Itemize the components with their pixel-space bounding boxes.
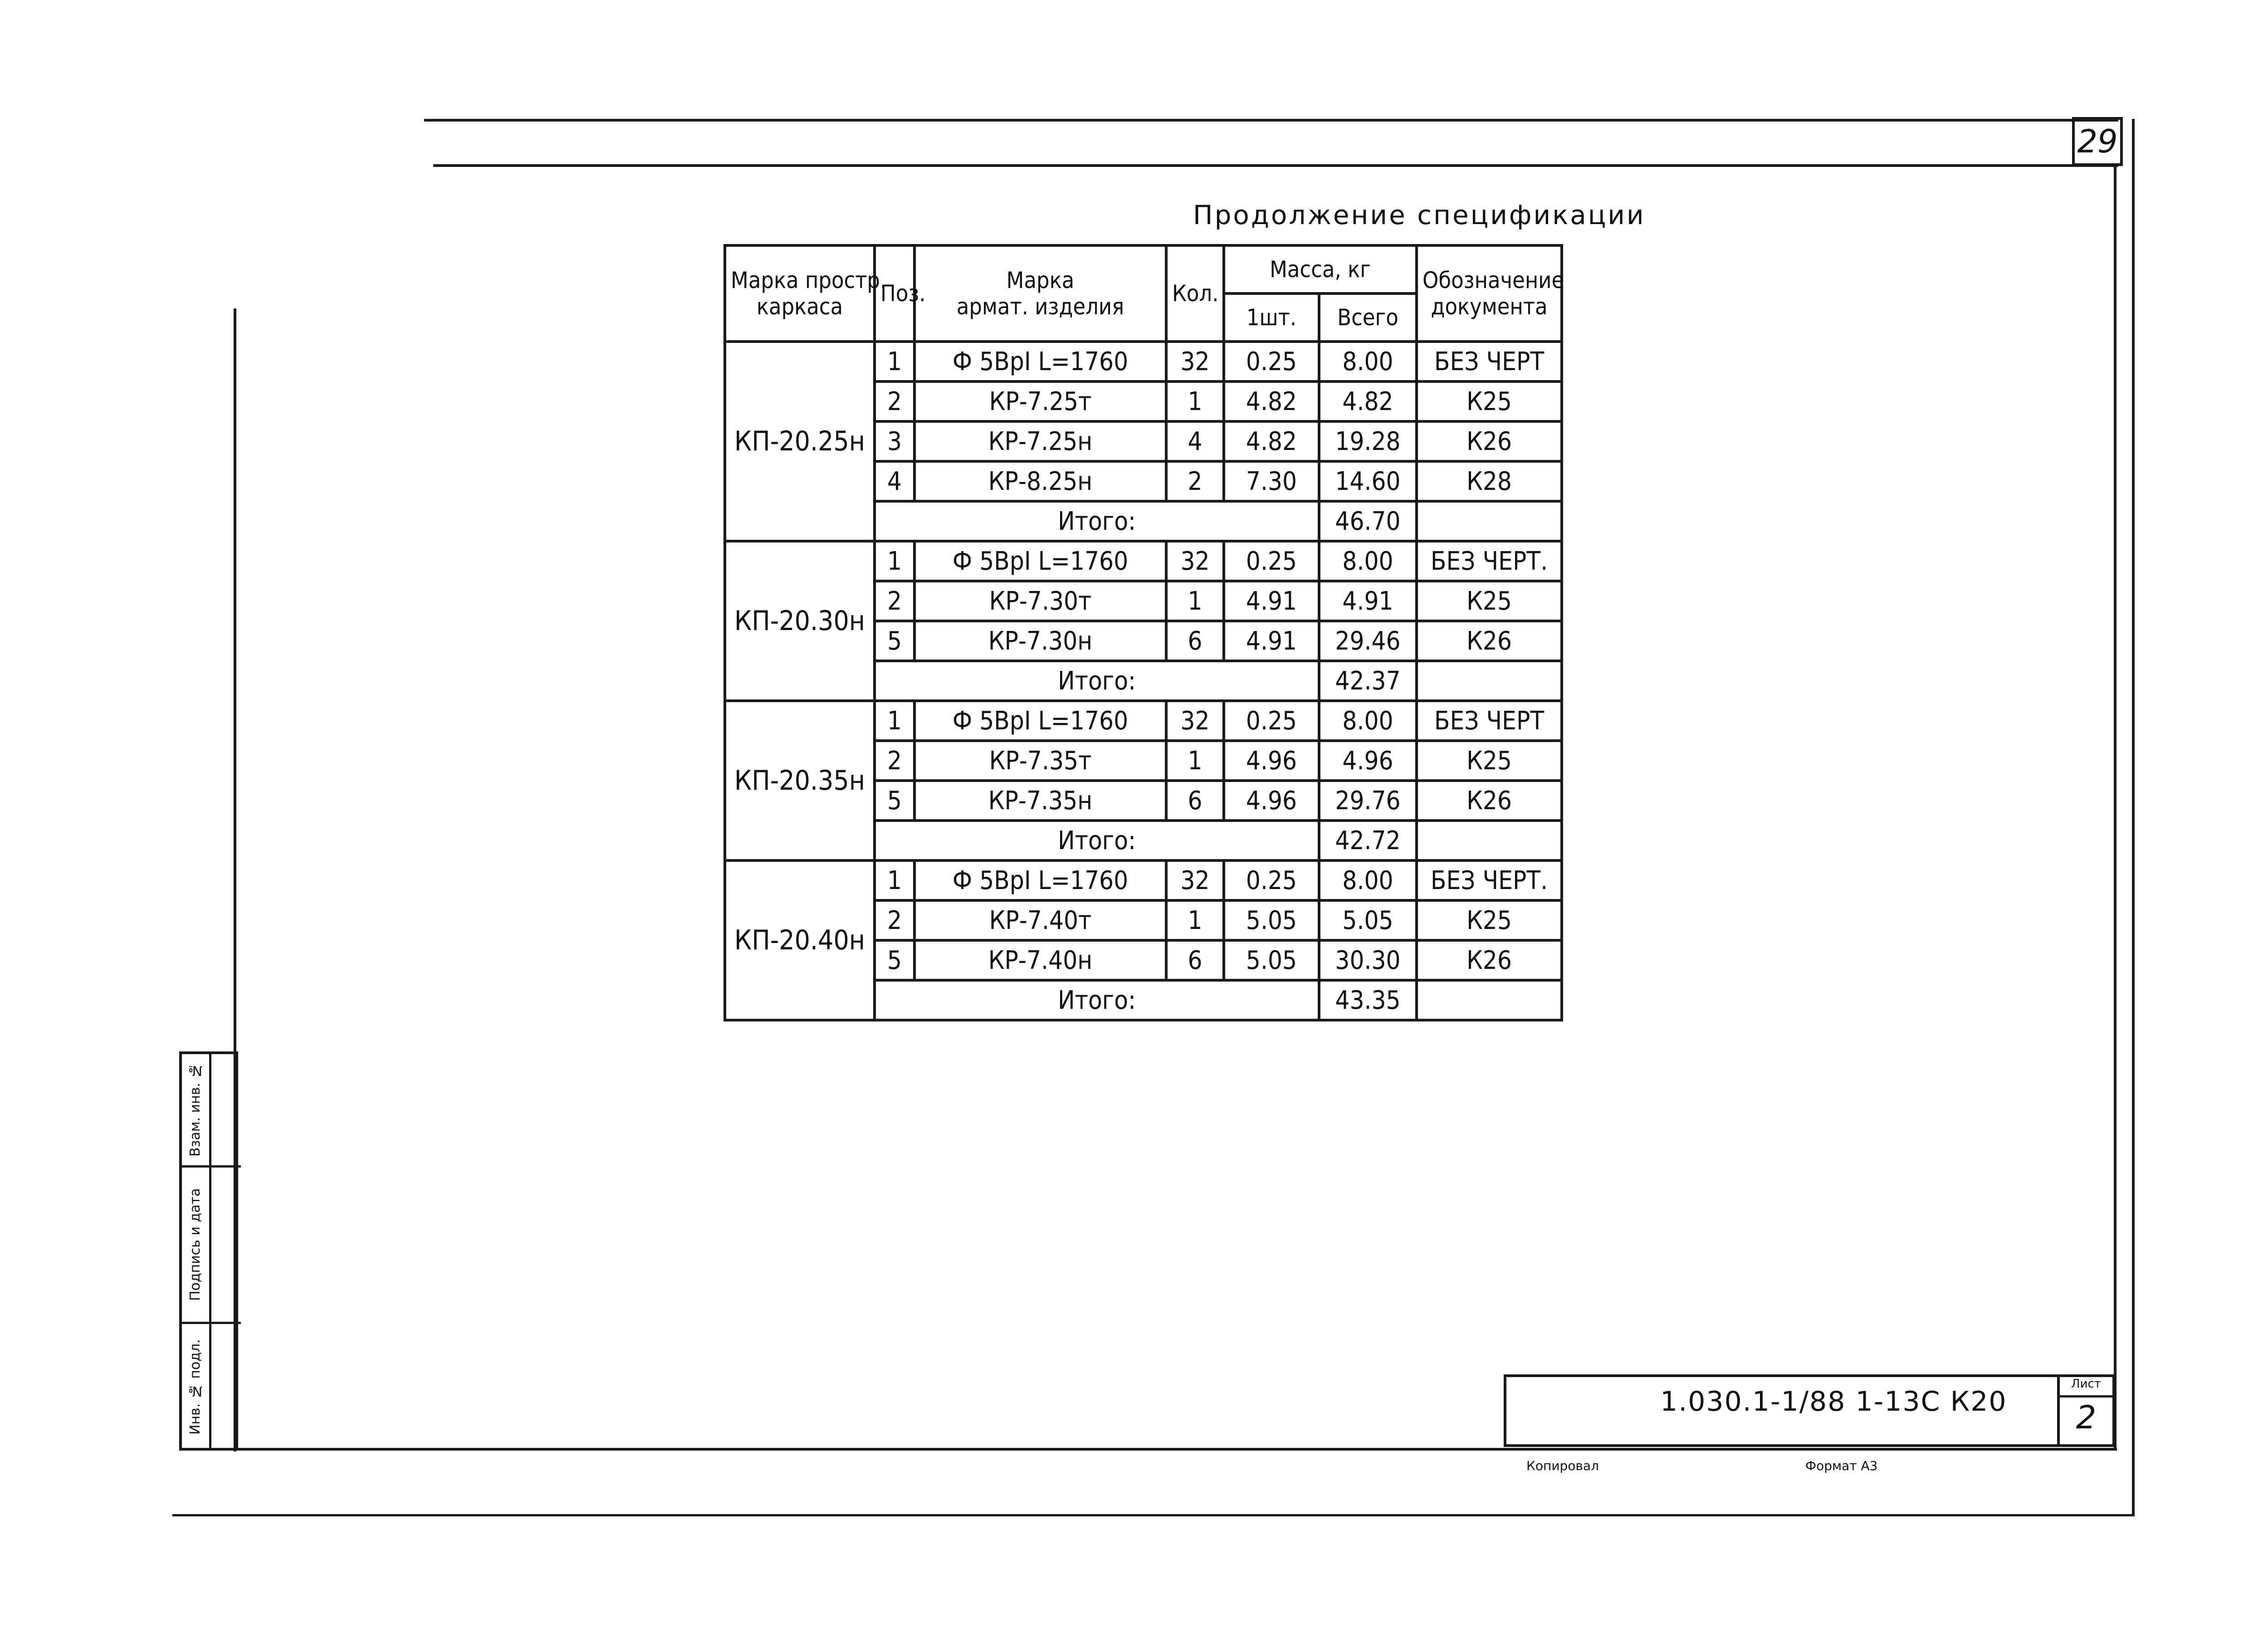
qty-cell: 32 xyxy=(1166,541,1224,581)
item-mark-cell: Ф 5ВрI L=1760 xyxy=(914,860,1166,900)
qty-cell: 32 xyxy=(1166,342,1224,381)
item-mark-cell: КР-7.40т xyxy=(914,900,1166,940)
mass-total-cell: 4.91 xyxy=(1319,581,1417,621)
top-border-upper xyxy=(424,119,2118,122)
mass-total-cell: 8.00 xyxy=(1319,541,1417,581)
mass-total-cell: 30.30 xyxy=(1319,940,1417,980)
header-mass: Масса, кг xyxy=(1224,245,1417,293)
total-sum: 43.35 xyxy=(1319,980,1417,1020)
document-cell: К26 xyxy=(1417,421,1562,461)
document-cell: К26 xyxy=(1417,781,1562,821)
sheet-label: Лист xyxy=(2060,1377,2112,1398)
document-cell: К28 xyxy=(1417,461,1562,501)
pos-cell: 2 xyxy=(875,381,914,421)
header-mass-unit: 1шт. xyxy=(1224,293,1319,342)
mass-unit-cell: 4.96 xyxy=(1224,741,1319,781)
frame-mark-cell: КП-20.30н xyxy=(725,541,875,701)
item-mark-cell: КР-7.35н xyxy=(914,781,1166,821)
table-row xyxy=(725,701,1562,741)
mass-unit-cell: 4.82 xyxy=(1224,381,1319,421)
pos-cell: 1 xyxy=(875,701,914,741)
header-qty: Кол. xyxy=(1166,245,1224,342)
qty-cell: 1 xyxy=(1166,741,1224,781)
pos-cell: 5 xyxy=(875,621,914,661)
qty-cell: 1 xyxy=(1166,581,1224,621)
item-mark-cell: КР-7.30н xyxy=(914,621,1166,661)
qty-cell: 6 xyxy=(1166,621,1224,661)
bottom-border xyxy=(179,1448,2117,1451)
header-item-mark: Марка армат. изделия xyxy=(914,245,1166,342)
left-sidebar-stamp xyxy=(179,1051,238,1451)
mass-total-cell: 14.60 xyxy=(1319,461,1417,501)
qty-cell: 32 xyxy=(1166,701,1224,741)
document-cell: К25 xyxy=(1417,581,1562,621)
document-cell: К25 xyxy=(1417,381,1562,421)
item-mark-cell: Ф 5ВрI L=1760 xyxy=(914,701,1166,741)
pos-cell: 1 xyxy=(875,860,914,900)
qty-cell: 2 xyxy=(1166,461,1224,501)
qty-cell: 1 xyxy=(1166,900,1224,940)
total-label: Итого: xyxy=(875,501,1319,541)
total-empty-cell xyxy=(1417,661,1562,701)
mass-unit-cell: 0.25 xyxy=(1224,342,1319,381)
sheet-value: 2 xyxy=(2076,1399,2097,1436)
total-empty-cell xyxy=(1417,501,1562,541)
pos-cell: 3 xyxy=(875,421,914,461)
document-cell: БЕЗ ЧЕРТ xyxy=(1417,701,1562,741)
mass-total-cell: 29.46 xyxy=(1319,621,1417,661)
qty-cell: 32 xyxy=(1166,860,1224,900)
total-label: Итого: xyxy=(875,980,1319,1020)
outer-right-edge xyxy=(2132,119,2135,1516)
table-row xyxy=(725,342,1562,381)
mass-unit-cell: 0.25 xyxy=(1224,541,1319,581)
footer-copied: Копировал xyxy=(1526,1458,1599,1473)
total-empty-cell xyxy=(1417,980,1562,1020)
mass-unit-cell: 4.82 xyxy=(1224,421,1319,461)
frame-mark-cell: КП-20.25н xyxy=(725,342,875,541)
pos-cell: 2 xyxy=(875,741,914,781)
table-row xyxy=(725,541,1562,581)
mass-unit-cell: 4.91 xyxy=(1224,621,1319,661)
document-cell: БЕЗ ЧЕРТ. xyxy=(1417,541,1562,581)
total-empty-cell xyxy=(1417,821,1562,860)
header-mass-total: Всего xyxy=(1319,293,1417,342)
pos-cell: 2 xyxy=(875,900,914,940)
item-mark-cell: КР-7.30т xyxy=(914,581,1166,621)
item-mark-cell: КР-7.40н xyxy=(914,940,1166,980)
spec-title: Продолжение спецификации xyxy=(1193,200,1646,230)
qty-cell: 1 xyxy=(1166,381,1224,421)
pos-cell: 1 xyxy=(875,342,914,381)
document-cell: БЕЗ ЧЕРТ xyxy=(1417,342,1562,381)
pos-cell: 4 xyxy=(875,461,914,501)
right-border xyxy=(2114,164,2116,1450)
top-border-lower xyxy=(433,164,2118,167)
pos-cell: 5 xyxy=(875,940,914,980)
sidebar-label-replace: Взам. инв. № xyxy=(187,1062,203,1157)
sheet-box xyxy=(2057,1374,2115,1447)
total-label: Итого: xyxy=(875,661,1319,701)
pos-cell: 1 xyxy=(875,541,914,581)
document-designation: 1.030.1-1/88 1-13С К20 xyxy=(1660,1386,2007,1417)
document-cell: К25 xyxy=(1417,741,1562,781)
mass-total-cell: 5.05 xyxy=(1319,900,1417,940)
qty-cell: 6 xyxy=(1166,781,1224,821)
header-frame-mark: Марка простр. каркаса xyxy=(725,245,875,342)
frame-mark-cell: КП-20.35н xyxy=(725,701,875,860)
item-mark-cell: КР-7.25т xyxy=(914,381,1166,421)
total-label: Итого: xyxy=(875,821,1319,860)
sidebar-label-signature: Подпись и дата xyxy=(187,1188,203,1301)
mass-unit-cell: 4.96 xyxy=(1224,781,1319,821)
item-mark-cell: Ф 5ВрI L=1760 xyxy=(914,342,1166,381)
item-mark-cell: КР-8.25н xyxy=(914,461,1166,501)
mass-total-cell: 8.00 xyxy=(1319,860,1417,900)
frame-mark-cell: КП-20.40н xyxy=(725,860,875,1020)
header-pos: Поз. xyxy=(875,245,914,342)
header-document: Обозначение документа xyxy=(1417,245,1562,342)
mass-total-cell: 4.96 xyxy=(1319,741,1417,781)
document-cell: К25 xyxy=(1417,900,1562,940)
document-cell: К26 xyxy=(1417,940,1562,980)
mass-total-cell: 19.28 xyxy=(1319,421,1417,461)
item-mark-cell: КР-7.25н xyxy=(914,421,1166,461)
specification-table xyxy=(723,244,1563,1021)
sidebar-label-inv: Инв. № подл. xyxy=(187,1339,203,1435)
footer-format: Формат А3 xyxy=(1805,1458,1878,1473)
total-sum: 42.37 xyxy=(1319,661,1417,701)
pos-cell: 5 xyxy=(875,781,914,821)
mass-total-cell: 29.76 xyxy=(1319,781,1417,821)
mass-total-cell: 8.00 xyxy=(1319,701,1417,741)
total-sum: 46.70 xyxy=(1319,501,1417,541)
table-row xyxy=(725,860,1562,900)
mass-unit-cell: 4.91 xyxy=(1224,581,1319,621)
pos-cell: 2 xyxy=(875,581,914,621)
mass-total-cell: 4.82 xyxy=(1319,381,1417,421)
item-mark-cell: Ф 5ВрI L=1760 xyxy=(914,541,1166,581)
qty-cell: 6 xyxy=(1166,940,1224,980)
outer-bottom-edge xyxy=(172,1514,2135,1516)
total-sum: 42.72 xyxy=(1319,821,1417,860)
document-cell: К26 xyxy=(1417,621,1562,661)
corner-sheet-number: 29 xyxy=(2072,117,2123,166)
qty-cell: 4 xyxy=(1166,421,1224,461)
item-mark-cell: КР-7.35т xyxy=(914,741,1166,781)
mass-unit-cell: 7.30 xyxy=(1224,461,1319,501)
mass-unit-cell: 0.25 xyxy=(1224,701,1319,741)
mass-unit-cell: 0.25 xyxy=(1224,860,1319,900)
mass-unit-cell: 5.05 xyxy=(1224,900,1319,940)
mass-total-cell: 8.00 xyxy=(1319,342,1417,381)
mass-unit-cell: 5.05 xyxy=(1224,940,1319,980)
document-cell: БЕЗ ЧЕРТ. xyxy=(1417,860,1562,900)
